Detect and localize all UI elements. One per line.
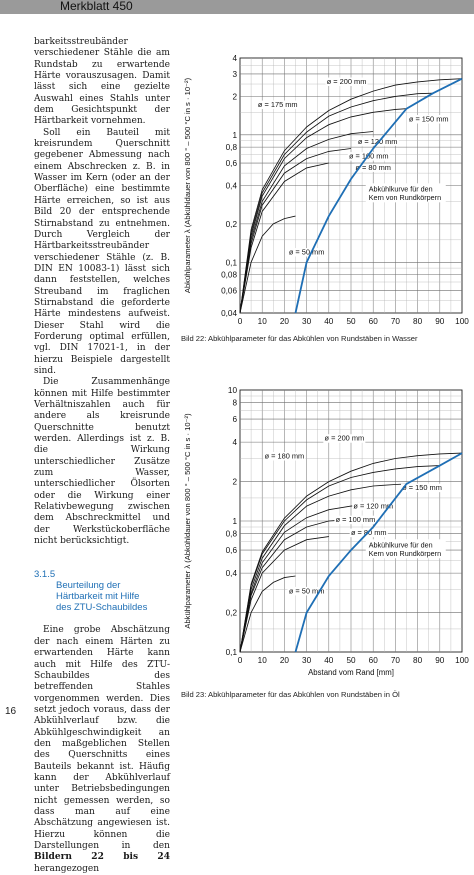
x-tick-label: 0: [237, 317, 243, 326]
paragraph-1: barkeitsstreubänder verschiedener Stähle die am Rundstab zu erwartende Härte vorauszusagen. Damit lässt sich eine gezielte Auswahl eines Stahls unter dem Gesichtspunkt der Härtbarkeit vornehmen.: [34, 37, 170, 127]
y-tick-label: 4: [232, 438, 237, 448]
y-axis-label: Abkühlparameter λ (Abkühldauer von 800 ° – 500 °C in s · 10⁻²): [183, 77, 192, 294]
section-title-line-2: Härtbarkeit mit Hilfe: [56, 591, 140, 603]
section-heading: [34, 569, 170, 613]
series-label: ø = 80 mm: [350, 528, 387, 538]
y-tick-label: 1: [232, 517, 237, 526]
core-curve-label: Kern von Rundkörpern: [368, 192, 442, 202]
section-title-line-3: des ZTU-Schaubildes: [56, 602, 148, 614]
x-tick-label: 20: [279, 317, 289, 326]
y-tick-label: 2: [232, 92, 237, 102]
y-tick-label: 0,4: [225, 181, 237, 191]
core-curve-label: Abkühlkurve für den: [368, 184, 433, 194]
y-tick-label: 0,06: [221, 286, 237, 296]
x-tick-label: 100: [455, 317, 469, 326]
core-curve-label: Kern von Rundkörpern: [368, 548, 442, 558]
y-tick-label: 0,04: [221, 309, 237, 318]
caption-bild-22: Bild 22: Abkühlparameter für das Abkühlen von Rundstäben in Wasser: [181, 334, 418, 343]
chart-bild-22: [180, 38, 470, 328]
x-tick-label: 100: [455, 656, 469, 665]
x-tick-label: 80: [413, 656, 423, 665]
series-label: ø = 200 mm: [326, 77, 367, 87]
x-tick-label: 30: [302, 656, 312, 665]
paragraph-4: [34, 625, 170, 875]
y-tick-label: 0,2: [225, 608, 237, 618]
caption-bild-23: Bild 23: Abkühlparameter für das Abkühlen von Rundstäben in Öl: [181, 690, 400, 699]
chart-bild-23-svg: [180, 378, 470, 678]
chart-bild-23: [180, 378, 470, 678]
x-tick-label: 0: [237, 656, 243, 665]
section-title-line-1: Beurteilung der: [56, 580, 121, 592]
x-tick-label: 50: [346, 317, 356, 326]
y-tick-label: 10: [227, 386, 237, 395]
y-tick-label: 0,2: [225, 219, 237, 229]
y-tick-label: 2: [232, 477, 237, 487]
chart-bild-22-svg: [180, 38, 470, 328]
figure-reference: Bildern 22 bis 24: [34, 852, 170, 863]
series-label: ø = 200 mm: [324, 433, 365, 443]
y-tick-label: 0,4: [225, 569, 237, 579]
x-tick-label: 40: [324, 656, 334, 665]
y-tick-label: 4: [232, 54, 237, 63]
x-tick-label: 60: [368, 317, 378, 326]
y-tick-label: 0,1: [225, 258, 237, 268]
x-tick-label: 70: [390, 317, 400, 326]
paragraph-4-text: Eine grobe Abschätzung der nach einem Härten zu erwartenden Härte kann auch mit Hilfe des ZTU-Schaubildes des betreffenden Stahles vorgenommen werden. Dies setzt jedoch voraus, dass der Abkühlverlauf bzw. die Abkühlgeschwindigkeit an den maßgeblichen Stellen des Querschnitts eines Bauteils bekannt ist. Häufig kann der Abkühlverlauf unter Betriebsbedingungen nicht gemessen werden, so dass man auf eine Abschätzung angewiesen ist. Hierzu können die Darstellungen in den: [34, 625, 170, 851]
series-label: ø = 100 mm: [348, 151, 389, 161]
y-tick-label: 0,6: [225, 546, 237, 556]
y-tick-label: 0,08: [221, 270, 237, 280]
x-axis-label: Abstand vom Rand [mm]: [308, 668, 394, 677]
y-tick-label: 8: [232, 398, 237, 408]
x-tick-label: 50: [346, 656, 356, 665]
x-tick-label: 10: [257, 656, 267, 665]
core-curve-label: Abkühlkurve für den: [368, 540, 433, 550]
y-tick-label: 6: [232, 415, 237, 425]
series-label: ø = 120 mm: [353, 501, 394, 511]
paragraph-4-tail: herangezogen: [34, 863, 100, 874]
paragraph-2: Soll ein Bauteil mit kreisrundem Querschnitt gegebener Abmessung nach einem Abschrecken z. B. in Wasser im Kern (oder an der Oberfläche) eine bestimmte Härte erreichen, so ist aus Bild 20 der entsprechende Stirnabstand zu entnehmen. Durch Vergleich der Härtbarkeitsstreubänder verschiedener Stähle (z. B. DIN EN 10083-1) lässt sich dann feststellen, welches Streuband im fraglichen Stirnabstand die geforderte Härte mindestens aufweist. Dieser Stahl wird die Forderung optimal erfüllen, vgl. DIN 17021-1, in der hierzu Beispiele dargestellt sind.: [34, 127, 170, 376]
x-tick-label: 40: [324, 317, 334, 326]
x-tick-label: 70: [390, 656, 400, 665]
document-title: Merkblatt 450: [60, 0, 133, 13]
y-tick-label: 0,6: [225, 159, 237, 169]
series-label: ø = 150 mm: [408, 114, 449, 124]
x-tick-label: 60: [368, 656, 378, 665]
y-tick-label: 0,8: [225, 143, 237, 153]
series-label: ø = 50 mm: [288, 586, 325, 596]
series-label: ø = 80 mm: [355, 162, 391, 172]
series-label: ø = 120 mm: [357, 136, 398, 146]
page-header-bar: [0, 0, 474, 14]
x-tick-label: 30: [302, 317, 312, 326]
body-text-column: [34, 37, 170, 875]
series-label: ø = 150 mm: [402, 483, 442, 493]
x-tick-label: 90: [435, 656, 445, 665]
y-tick-label: 3: [232, 69, 237, 79]
series-label: ø = 175 mm: [257, 100, 298, 110]
paragraph-3: Die Zusammenhänge können mit Hilfe bestimmter Verhältniszahlen auch für andere als kreisrunde Querschnitte benutzt werden. Allerdings ist z. B. die Wirkung unterschiedlicher Zusätze zum Wasser, unterschiedlicher Ölsorten oder die Wirkung einer Relativbewegung zwischen dem Abschreckmittel und der Werkstückoberfläche nicht berücksichtigt.: [34, 377, 170, 547]
x-tick-label: 80: [413, 317, 423, 326]
y-axis-label: Abkühlparameter λ (Abkühldauer von 800 ° – 500 °C in s · 10⁻²): [183, 413, 192, 629]
x-tick-label: 90: [435, 317, 445, 326]
x-tick-label: 20: [279, 656, 289, 665]
x-tick-label: 10: [257, 317, 267, 326]
series-label: ø = 50 mm: [288, 247, 325, 257]
series-label: ø = 100 mm: [335, 515, 376, 525]
section-number: 3.1.5: [34, 569, 56, 581]
y-tick-label: 1: [232, 130, 237, 140]
page-number: 16: [5, 706, 17, 717]
series-label: ø = 180 mm: [264, 451, 305, 461]
y-tick-label: 0,1: [225, 648, 237, 657]
y-tick-label: 0,8: [225, 529, 237, 539]
